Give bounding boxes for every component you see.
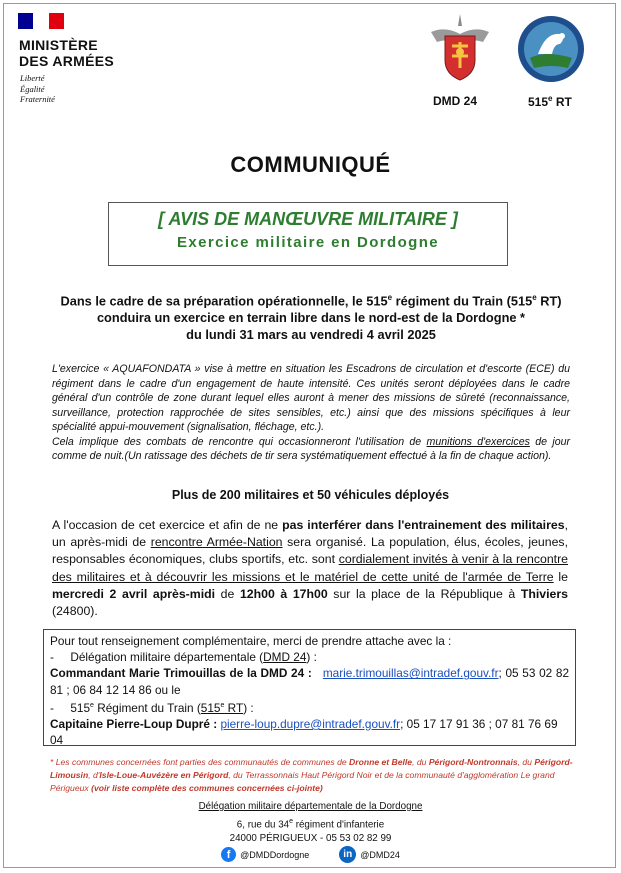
- ministry-name: MINISTÈRE DES ARMÉES: [19, 37, 115, 69]
- footer-address: Délégation militaire départementale de la Dordogne 6, rue du 34e régiment d'infanterie 24000 PÉRIGUEUX - 05 53 02 82 99: [198, 801, 423, 845]
- email-link-trimouillas[interactable]: marie.trimouillas@intradef.gouv.fr: [322, 666, 499, 681]
- facebook-link[interactable]: f @DMDDordogne: [221, 847, 309, 862]
- dmd24-emblem-icon: [425, 12, 495, 84]
- exercise-description: L'exercice « AQUAFONDATA » vise à mettre en situation les Escadrons de circulation et d'escorte (ECE) du régiment dans le cadre d'un engagement de haute intensité. Ces unités seront déployées dans le cadre général d'un contrôle de zone durant lequel elles auront à mener des missions de sûreté (reconnaissance, surveillance, protection rapprochée de sites sensibles, etc.) ainsi que des missions spécifiques à leur spécialité appui-mouvement (signalisation, fléchage, etc.). Cela implique des combats de rencontre qui occasionneront l'utilisation de munitions d'exercices de jour comme de nuit.(Un ratissage des déchets de tir sera systématiquement effectué à la fin de chaque action).: [52, 363, 571, 462]
- notice-heading: [ AVIS DE MANŒUVRE MILITAIRE ]: [158, 209, 458, 229]
- republic-motto: Liberté Égalité Fraternité: [20, 73, 55, 104]
- 515rt-emblem-icon: [516, 14, 586, 84]
- page-title: COMMUNIQUÉ: [230, 152, 391, 177]
- dmd24-label: DMD 24: [433, 94, 478, 108]
- french-flag: [18, 13, 64, 29]
- 515rt-label: 515e RT: [528, 94, 572, 109]
- notice-subheading: Exercice militaire en Dordogne: [176, 234, 440, 251]
- lead-paragraph: Dans le cadre de sa préparation opérationnelle, le 515e régiment du Train (515e RT) conduira un exercice en terrain libre dans le nord-est de la Dordogne * du lundi 31 mars au vendredi 4 avril 2025: [60, 293, 562, 343]
- linkedin-icon: in: [339, 846, 356, 863]
- facebook-icon: f: [221, 847, 236, 862]
- social-links: [0, 846, 621, 863]
- linkedin-link[interactable]: in @DMD24: [339, 846, 400, 863]
- notice-banner: [108, 202, 508, 266]
- open-day-paragraph: A l'occasion de cet exercice et afin de ne pas interférer dans l'entrainement des militaires, un après-midi de rencontre Armée-Nation sera organisé. La population, élus, écoles, jeunes, responsables économiques, clubs sportifs, etc. sont cordialement invités à venir à la rencontre des militaires et à découvrir les missions et le matériel de cette unité de l'armée de Terre le mercredi 2 avril après-midi de 12h00 à 17h00 sur la place de la République à Thiviers (24800).: [52, 518, 569, 619]
- email-link-dupre[interactable]: pierre-loup.dupre@intradef.gouv.fr: [220, 716, 401, 731]
- contact-box: Pour tout renseignement complémentaire, merci de prendre attache avec la : - Délégation militaire départementale (DMD 24) : Commandant Marie Trimouillas de la DMD 24 : marie.trimouillas@intradef.gouv.fr; 05 53 02 82 81 ; 06 84 12 14 86 ou le - 515e Régiment du Train (515e RT) : Capitaine Pierre-Loup Dupré : pierre-loup.dupre@intradef.gouv.fr; 05 17 17 91 36 ; 07 81 76 69 04: [43, 629, 576, 746]
- communes-footnote: * Les communes concernées font parties des communautés de communes de Dronne et Belle, du Périgord-Nontronnais, du Périgord-Limousin, d'Isle-Loue-Auvézère en Périgord, du Terrassonnais Haut Périgord Noir et de la communauté d'agglomération Le grand Périgueux (voir liste complète des communes concernées ci-jointe): [50, 757, 573, 793]
- deployment-stat: Plus de 200 militaires et 50 véhicules déployés: [171, 488, 450, 502]
